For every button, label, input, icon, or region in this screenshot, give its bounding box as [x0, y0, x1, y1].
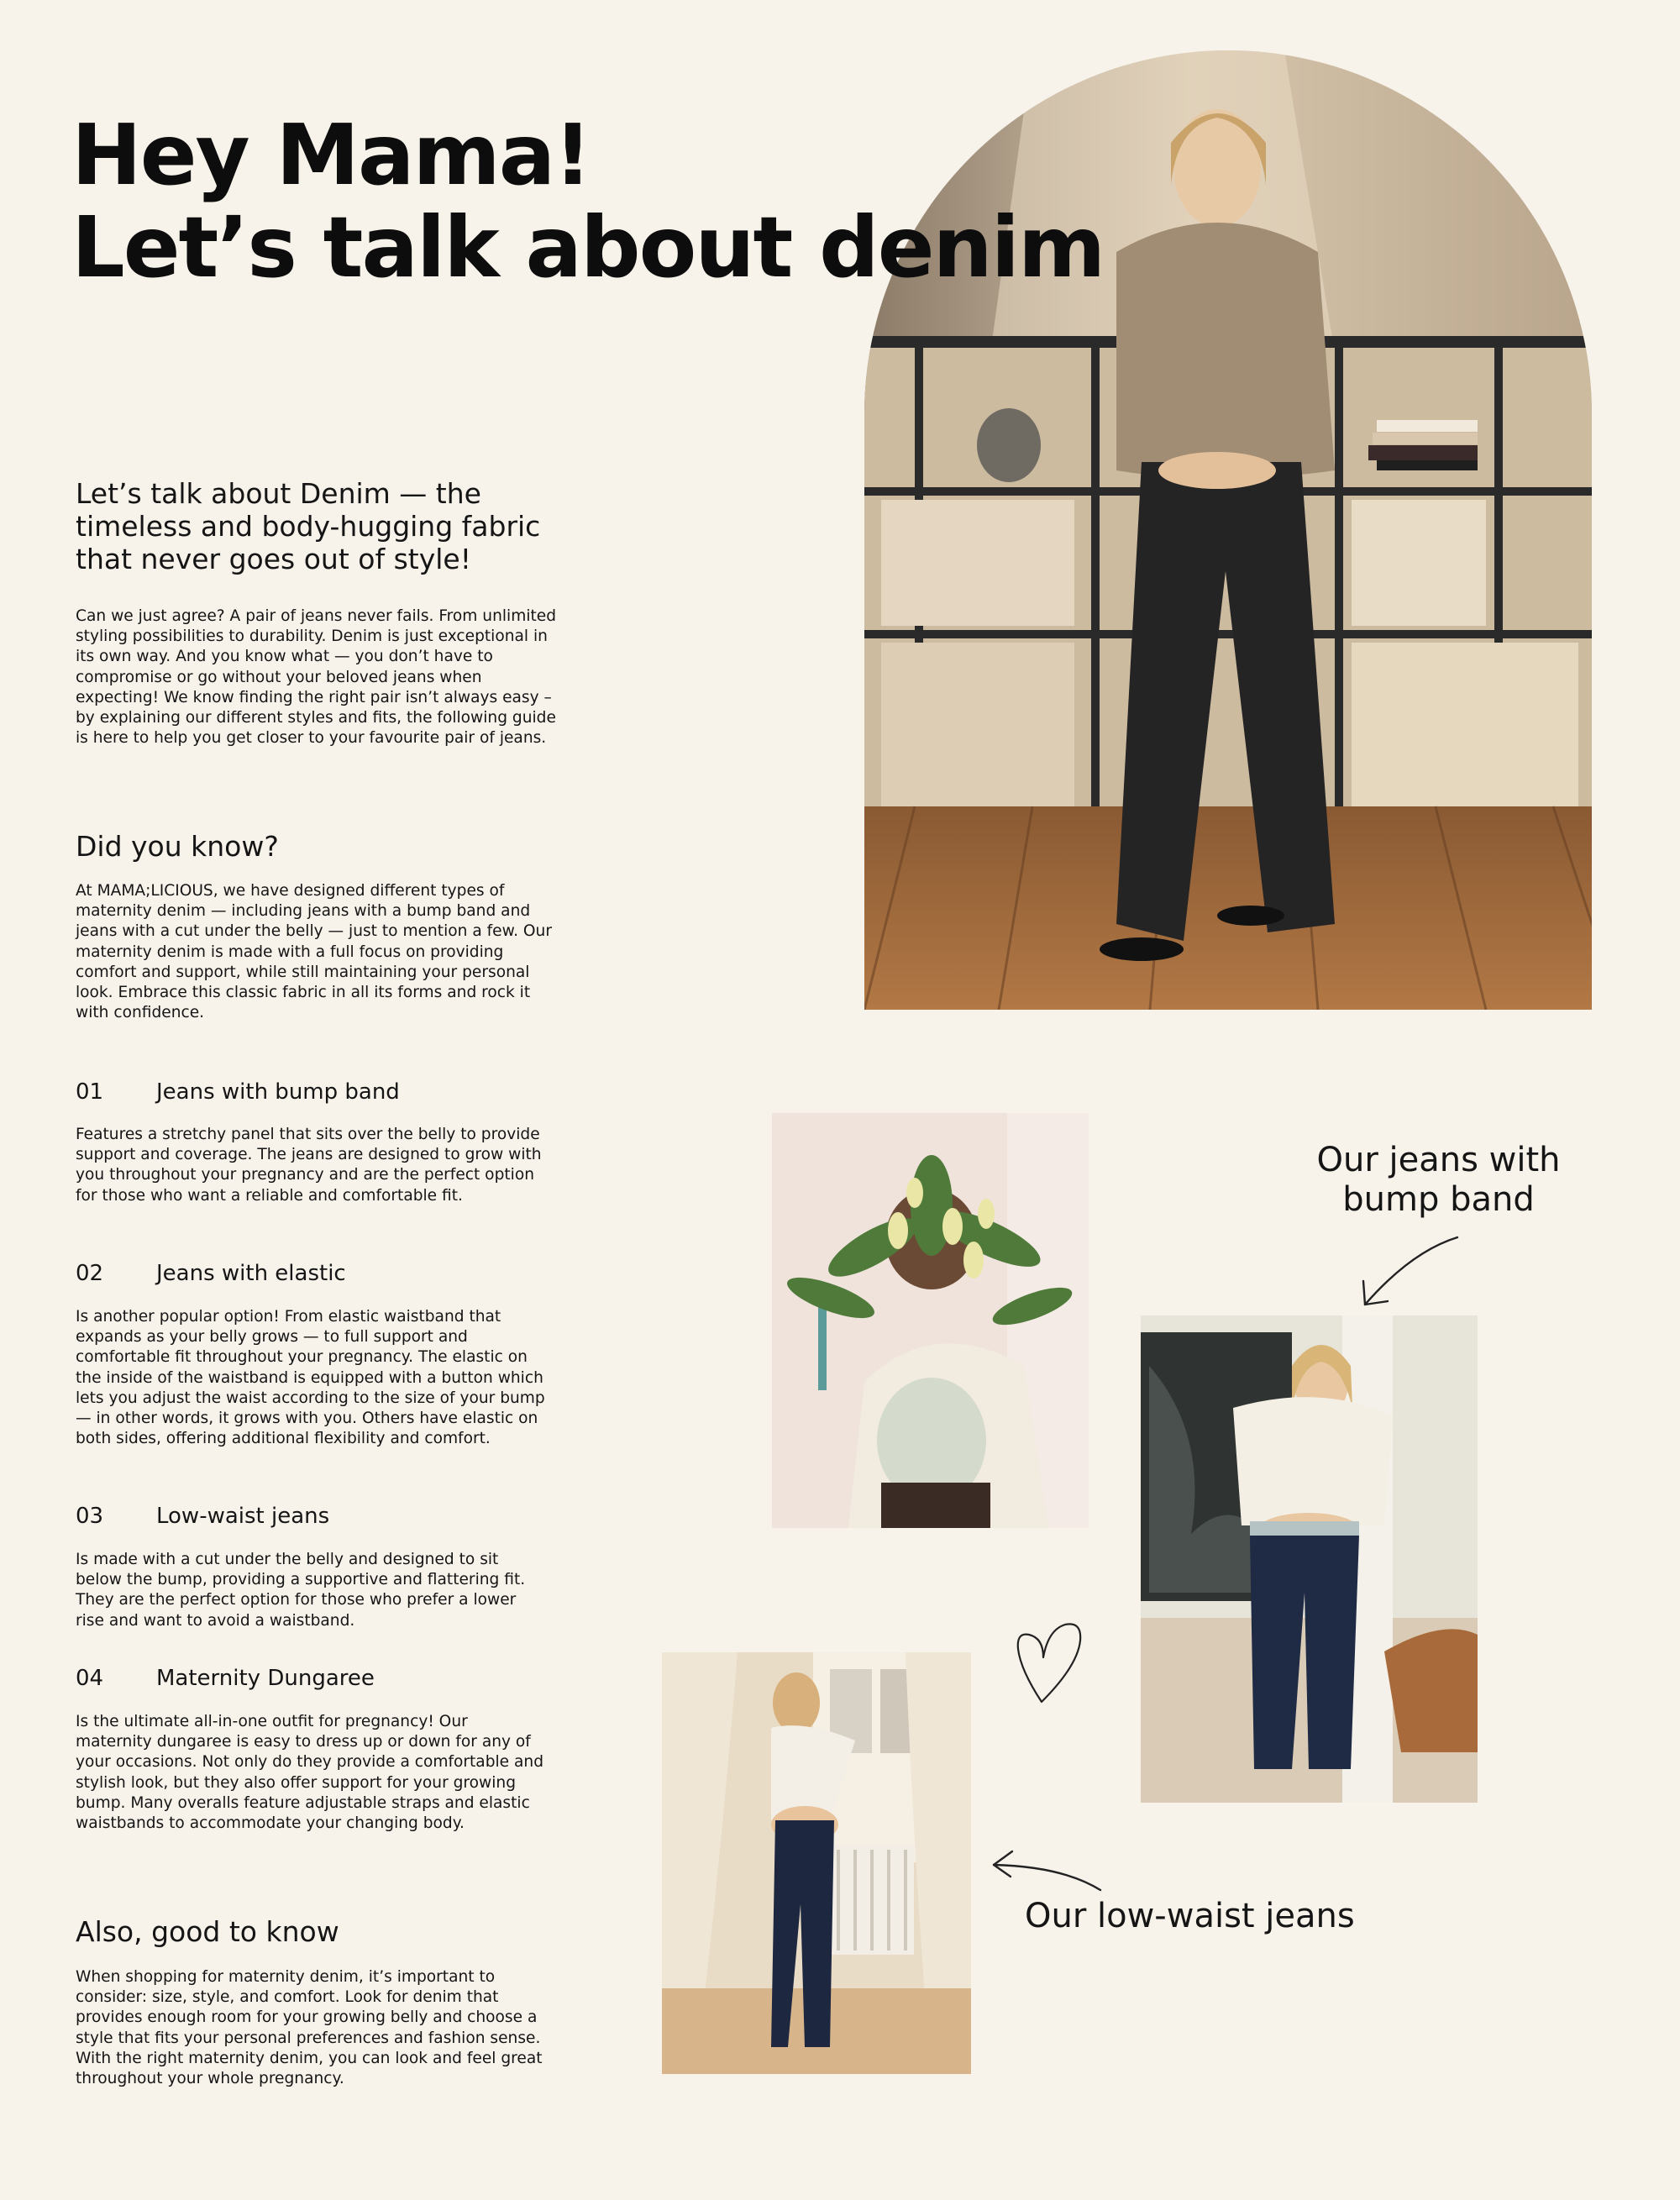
caption-bump-band-line-2: bump band	[1342, 1180, 1535, 1219]
style-title: Maternity Dungaree	[156, 1666, 375, 1691]
good-to-know-paragraph: When shopping for maternity denim, it’s important to consider: size, style, and comfort. Look for denim that provides enough room for your growing belly and choose a style that fits your personal preferences and fashion sense. With the right maternity denim, you can look and feel great throughout your whole pregnancy.	[76, 1968, 543, 2088]
caption-low-waist: Our low-waist jeans	[1025, 1897, 1355, 1935]
style-number: 01	[76, 1079, 104, 1105]
style-item-heading	[76, 1079, 580, 1105]
good-to-know-heading: Also, good to know	[76, 1915, 339, 1948]
page-title	[71, 106, 1105, 297]
style-number: 03	[76, 1504, 104, 1529]
style-paragraph: Features a stretchy panel that sits over the belly to provide support and coverage. The jeans are designed to grow with you throughout your pregnancy and are the perfect option for those who want a reliable and comfortable fit.	[76, 1126, 542, 1205]
style-paragraph: Is the ultimate all-in-one outfit for pregnancy! Our maternity dungaree is easy to dress up or down for any of your occasions. Not only do they provide a comfortable and stylish look, but they also offer support for your growing bump. Many overalls feature adjustable straps and elastic waistbands to accommodate your changing body.	[76, 1713, 544, 1833]
style-title: Jeans with elastic	[156, 1261, 346, 1286]
photo-woman-with-flowers	[772, 1113, 1089, 1528]
photo-woman-low-waist-jeans	[662, 1652, 971, 2074]
page-title-line-2: Let’s talk about denim	[71, 198, 1105, 297]
hand-drawn-arrow-left-icon	[987, 1846, 1113, 1897]
caption-bump-band	[1277, 1141, 1600, 1220]
page-title-line-1: Hey Mama!	[71, 106, 591, 204]
style-number: 02	[76, 1261, 104, 1286]
style-paragraph: Is another popular option! From elastic waistband that expands as your belly grows — to full support and comfortable fit throughout your pregnancy. The elastic on the inside of the waistband is equipped with a button which lets you adjust the waist according to the size of your bump — in other words, it grows with you. Others have elastic on both sides, offering additional flexibility and comfort.	[76, 1308, 545, 1448]
style-number: 04	[76, 1666, 104, 1691]
style-item-heading	[76, 1665, 580, 1692]
style-item-heading	[76, 1503, 580, 1530]
intro-heading: Let’s talk about Denim — the timeless and body-hugging fabric that never goes out of style!	[76, 477, 541, 575]
caption-bump-band-line-1: Our jeans with	[1316, 1141, 1561, 1179]
photo-woman-bump-band-jeans	[1141, 1315, 1478, 1803]
style-item-heading	[76, 1260, 580, 1287]
did-you-know-paragraph: At MAMA;LICIOUS, we have designed different types of maternity denim — including jeans with a bump band and jeans with a cut under the belly — just to mention a few. Our maternity denim is made with a full focus on providing comfort and support, while still maintaining your personal look. Embrace this classic fabric in all its forms and rock it with confidence.	[76, 882, 552, 1022]
style-title: Low-waist jeans	[156, 1504, 330, 1529]
intro-paragraph: Can we just agree? A pair of jeans never fails. From unlimited styling possibilities to durability. Denim is just exceptional in its own way. And you know what — you don’t have to compromise or go without your beloved jeans when expecting! We know finding the right pair isn’t always easy – by explaining our different styles and fits, the following guide is here to help you get closer to your favourite pair of jeans.	[76, 607, 557, 748]
style-paragraph: Is made with a cut under the belly and designed to sit below the bump, providing a supportive and flattering fit. They are the perfect option for those who prefer a lower rise and want to avoid a waistband.	[76, 1551, 526, 1630]
did-you-know-heading: Did you know?	[76, 830, 279, 863]
style-title: Jeans with bump band	[156, 1079, 400, 1105]
hand-drawn-arrow-down-left-icon	[1352, 1231, 1470, 1315]
hand-drawn-heart-icon	[1008, 1620, 1092, 1708]
